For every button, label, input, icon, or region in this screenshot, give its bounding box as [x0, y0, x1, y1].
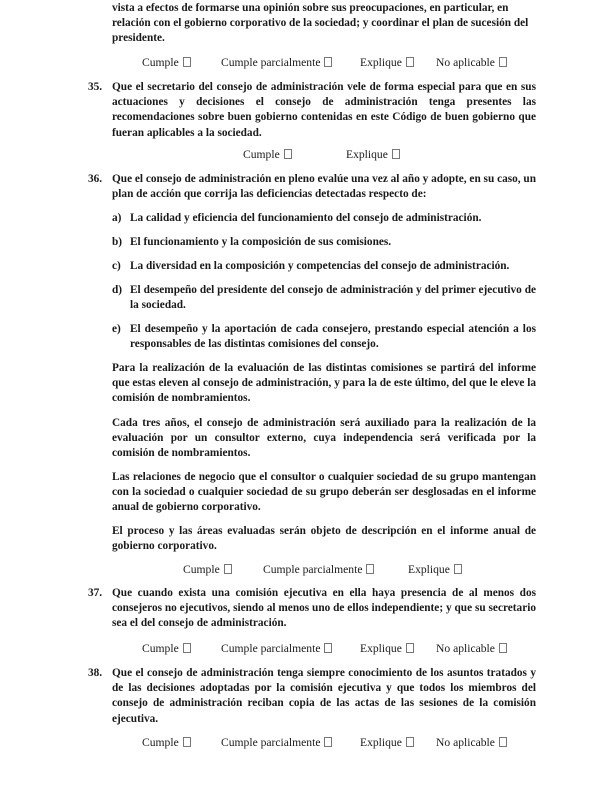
option-explique[interactable]: Explique [360, 55, 414, 70]
checkbox-icon [499, 643, 507, 653]
checkbox-icon [392, 149, 400, 159]
sub-item-text: El desempeño del presidente del consejo de administración y del primer ejecutivo de la sociedad. [130, 284, 536, 312]
option-cumple-parcialmente[interactable]: Cumple parcialmente [221, 55, 332, 70]
checkbox-icon [183, 737, 191, 747]
checkbox-icon [324, 57, 332, 67]
paragraph-business-relations: Las relaciones de negocio que el consultor o cualquier sociedad de su grupo mantengan con la sociedad o cualquier sociedad de su grupo deberán ser desglosadas en el informe anual de gobierno corporativo. [112, 471, 536, 514]
checkbox-icon [406, 737, 414, 747]
option-explique[interactable]: Explique [360, 641, 414, 656]
recommendation-38-number: 38. [88, 667, 103, 679]
option-cumple[interactable]: Cumple [183, 562, 232, 577]
sub-item-text: La diversidad en la composición y competencias del consejo de administración. [130, 260, 510, 272]
option-cumple[interactable]: Cumple [243, 147, 292, 162]
option-explique[interactable]: Explique [346, 147, 400, 162]
checkbox-icon [183, 57, 191, 67]
sub-item-label: e) [112, 323, 121, 335]
option-cumple-parcialmente[interactable]: Cumple parcialmente [221, 641, 332, 656]
paragraph-external-consultant: Cada tres años, el consejo de administración será auxiliado para la realización de la evaluación por un consultor externo, cuya independencia será verificada por la comisión de nombramientos. [112, 417, 536, 460]
option-cumple-parcialmente[interactable]: Cumple parcialmente [263, 562, 374, 577]
sub-item-label: c) [112, 260, 121, 272]
option-cumple[interactable]: Cumple [142, 641, 191, 656]
sub-item-label: d) [112, 284, 123, 296]
recommendation-38-text: Que el consejo de administración tenga siempre conocimiento de los asuntos tratados y de las decisiones adoptadas por la comisión ejecutiva y que todos los miembros del consejo de administración reciban copia de las actas de las sesiones de la comisión ejecutiva. [112, 667, 536, 725]
paragraph-process-description: El proceso y las áreas evaluadas serán objeto de descripción en el informe anual de gobierno corporativo. [112, 525, 536, 553]
checkbox-icon [499, 57, 507, 67]
option-explique[interactable]: Explique [360, 735, 414, 750]
checkbox-icon [454, 564, 462, 574]
checkbox-icon [324, 737, 332, 747]
checkbox-icon [224, 564, 232, 574]
intro-line-3: presidente. [112, 32, 165, 44]
recommendation-36-text: Que el consejo de administración en pleno evalúe una vez al año y adopte, en su caso, un plan de acción que corrija las deficiencias detectadas respecto de: [112, 173, 536, 201]
recommendation-35-number: 35. [88, 81, 103, 93]
intro-line-1: vista a efectos de formarse una opinión sobre sus preocupaciones, en particular, en [112, 2, 509, 14]
recommendation-36-number: 36. [88, 173, 103, 185]
paragraph-evaluation-committees: Para la realización de la evaluación de las distintas comisiones se partirá del informe que estas eleven al consejo de administración, y para la de este último, del que le eleve la comisión de nombramientos. [112, 362, 536, 405]
checkbox-icon [183, 643, 191, 653]
checkbox-icon [406, 643, 414, 653]
sub-item-label: b) [112, 236, 123, 248]
checkbox-icon [366, 564, 374, 574]
checkbox-icon [324, 643, 332, 653]
intro-line-2: relación con el gobierno corporativo de la sociedad; y coordinar el plan de sucesión del [112, 17, 529, 29]
checkbox-icon [499, 737, 507, 747]
sub-item-text: La calidad y eficiencia del funcionamiento del consejo de administración. [130, 212, 482, 224]
sub-item-text: El desempeño y la aportación de cada consejero, prestando especial atención a los responsables de las distintas comisiones del consejo. [130, 323, 536, 351]
recommendation-35-text: Que el secretario del consejo de administración vele de forma especial para que en sus actuaciones y decisiones el consejo de administración tenga presentes las recomendaciones sobre buen gobierno contenidas en este Código de buen gobierno que fueran aplicables a la sociedad. [112, 81, 536, 139]
recommendation-37-number: 37. [88, 587, 103, 599]
recommendation-37-text: Que cuando exista una comisión ejecutiva en ella haya presencia de al menos dos consejeros no ejecutivos, siendo al menos uno de ellos independiente; y que su secretario sea el del consejo de administración. [112, 587, 536, 630]
option-cumple[interactable]: Cumple [142, 735, 191, 750]
option-cumple-parcialmente[interactable]: Cumple parcialmente [221, 735, 332, 750]
option-cumple[interactable]: Cumple [142, 55, 191, 70]
option-explique[interactable]: Explique [408, 562, 462, 577]
sub-item-label: a) [112, 212, 122, 224]
option-no-aplicable[interactable]: No aplicable [436, 641, 507, 656]
option-no-aplicable[interactable]: No aplicable [436, 735, 507, 750]
checkbox-icon [284, 149, 292, 159]
option-no-aplicable[interactable]: No aplicable [436, 55, 507, 70]
sub-item-text: El funcionamiento y la composición de sus comisiones. [130, 236, 392, 248]
checkbox-icon [406, 57, 414, 67]
